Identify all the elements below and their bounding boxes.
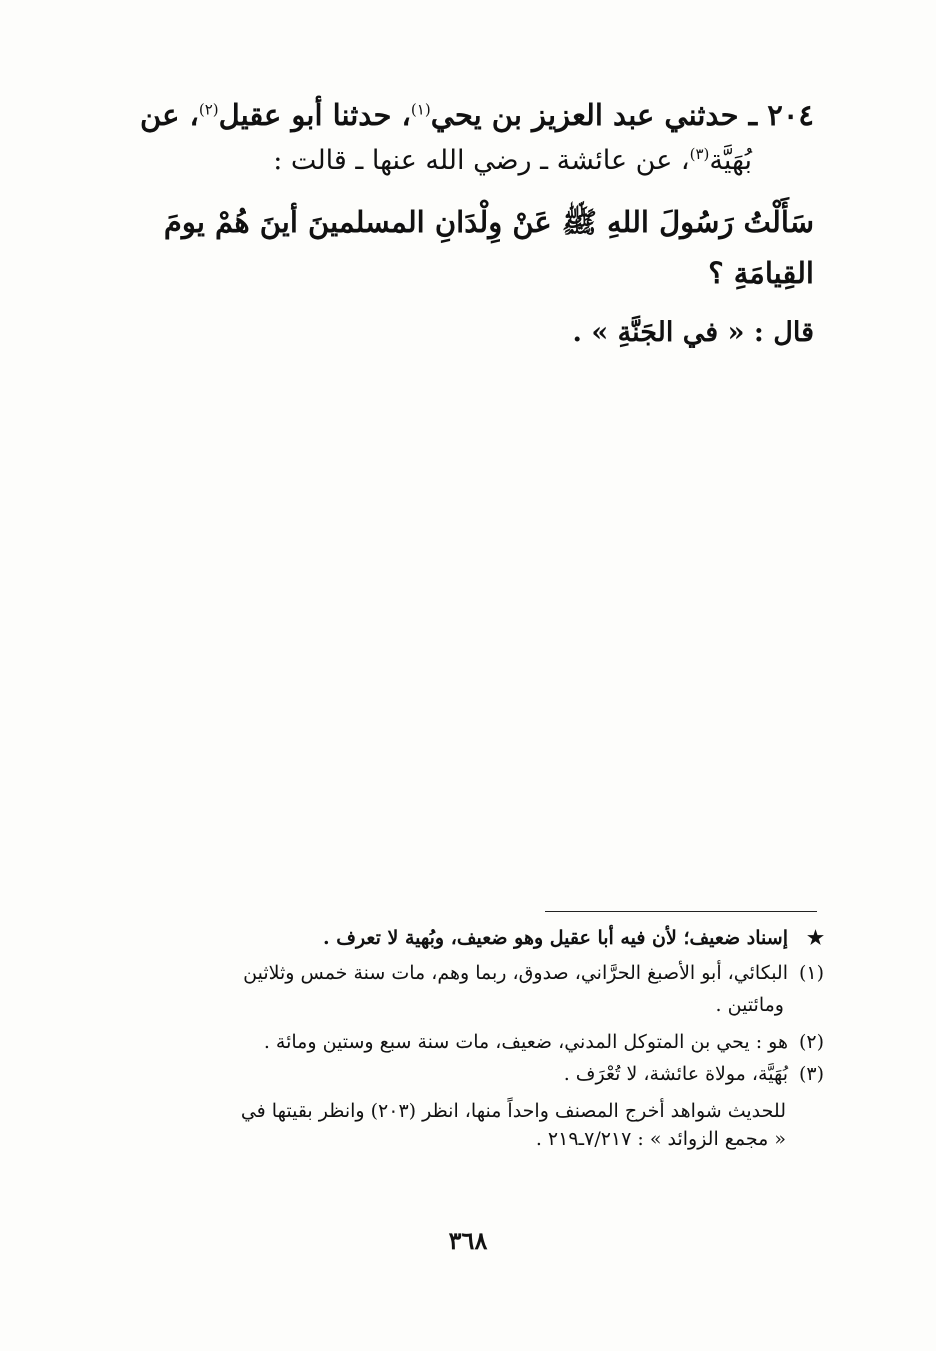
answer-line: قال : « في الجَنَّةِ » . xyxy=(572,316,814,348)
isnad-text-1-mid: ، حدثنا أبو عقيل xyxy=(218,98,411,132)
hadith-block xyxy=(114,98,814,349)
footnotes-block xyxy=(124,924,824,1154)
star-marker: ★ xyxy=(806,927,824,949)
footnote-3-text: بُهَيَّة، مولاة عائشة، لا تُعْرَف . xyxy=(563,1063,788,1085)
footnote-ref-3[interactable]: (٣) xyxy=(689,144,710,163)
grading-text: إسناد ضعيف؛ لأن فيه أبا عقيل وهو ضعيف، وبُهية لا تعرف . xyxy=(323,927,788,949)
isnad-line-1 xyxy=(114,98,814,133)
hadith-dash: ـ xyxy=(738,98,758,132)
footnote-1-continuation: ومائتين . xyxy=(715,994,784,1016)
footnote-3-marker: (٣) xyxy=(798,1063,824,1085)
hadith-number: ٢٠٤ xyxy=(767,98,814,132)
footnote-ref-2[interactable]: (٢) xyxy=(198,100,219,119)
footnote-extra-line-2: « مجمع الزوائد » : ٧/٢١٧ـ٢١٩ . xyxy=(535,1128,786,1150)
page-number: ٣٦٨ xyxy=(448,1226,488,1255)
isnad-narrator: بُهَيَّة xyxy=(709,144,752,176)
footnote-2 xyxy=(124,1028,824,1057)
footnote-1-marker: (١) xyxy=(798,961,824,984)
footnote-1-text: البكائي، أبو الأصبغ الحرَّاني، صدوق، ربما وهم، مات سنة خمس وثلاثين xyxy=(243,961,788,984)
footnote-extra-line-1: للحديث شواهد أخرج المصنف واحداً منها، انظر (٢٠٣) وانظر بقيتها في xyxy=(240,1099,786,1122)
footnote-grading xyxy=(124,924,824,953)
matn-line-1: سَأَلْتُ رَسُولَ اللهِ ﷺ عَنْ وِلْدَانِ المسلمينَ أينَ هُمْ يومَ xyxy=(163,205,814,240)
isnad-line-2 xyxy=(114,145,814,177)
isnad-text-2-end: ، عن عائشة ـ رضي الله عنها ـ قالت : xyxy=(273,144,690,176)
footnote-2-marker: (٢) xyxy=(798,1030,824,1053)
isnad-text-1-end: ، عن xyxy=(140,98,199,132)
footnote-ref-1[interactable]: (١) xyxy=(410,100,431,119)
footnote-divider xyxy=(545,911,817,912)
isnad-text-1: حدثني عبد العزيز بن يحي xyxy=(430,98,739,132)
footnote-3 xyxy=(124,1060,824,1089)
matn-line-2: القِيامَةِ ؟ xyxy=(708,255,814,290)
footnote-2-text: هو : يحي بن المتوكل المدني، ضعيف، مات سنة سبع وستين ومائة . xyxy=(263,1030,788,1053)
footnote-1 xyxy=(124,959,824,988)
